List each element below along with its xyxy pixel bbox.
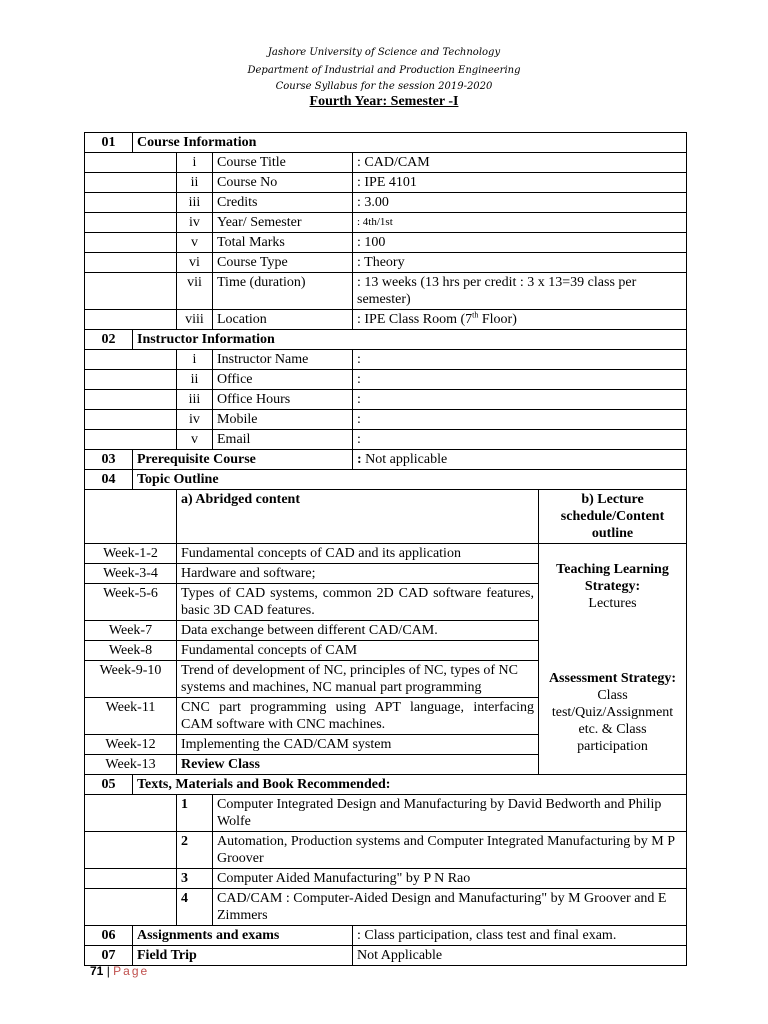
- topic-header-spacer: [85, 490, 177, 544]
- row-roman-numeral: ii: [177, 370, 213, 390]
- section-value: Not Applicable: [353, 946, 687, 966]
- week-label: Week-5-6: [85, 584, 177, 621]
- row-label: Course Title: [213, 153, 353, 173]
- row-label: Total Marks: [213, 233, 353, 253]
- prerequisite-text: Not applicable: [361, 452, 448, 467]
- book-title: CAD/CAM : Computer-Aided Design and Manufacturing" by M Groover and E Zimmers: [213, 889, 687, 926]
- week-content: Data exchange between different CAD/CAM.: [177, 621, 539, 641]
- table-row: [85, 213, 687, 233]
- syllabus-session: Course Syllabus for the session 2019-2020: [275, 81, 493, 92]
- row-value: :: [353, 370, 687, 390]
- section-title: Topic Outline: [133, 470, 687, 490]
- page-footer: [90, 964, 149, 978]
- table-row: [85, 490, 687, 544]
- row-spacer: [85, 832, 177, 869]
- week-content: Fundamental concepts of CAD and its application: [177, 544, 539, 564]
- section-title: Course Information: [133, 133, 687, 153]
- table-row: [85, 450, 687, 470]
- section-value: : Class participation, class test and final exam.: [353, 926, 687, 946]
- row-roman-numeral: i: [177, 350, 213, 370]
- week-label: Week-1-2: [85, 544, 177, 564]
- row-value: : 4th/1st: [353, 213, 687, 233]
- table-row: [85, 173, 687, 193]
- section-title: Instructor Information: [133, 330, 687, 350]
- row-spacer: [85, 869, 177, 889]
- abridged-content-header: a) Abridged content: [177, 490, 539, 544]
- university-name: Jashore University of Science and Technology: [267, 47, 501, 58]
- row-value: : CAD/CAM: [353, 153, 687, 173]
- location-value-text: : IPE Class Room (7: [357, 312, 473, 327]
- section-title: Texts, Materials and Book Recommended:: [133, 775, 687, 795]
- department-name: Department of Industrial and Production Engineering: [247, 65, 521, 76]
- row-label: Mobile: [213, 410, 353, 430]
- row-spacer: [85, 795, 177, 832]
- row-spacer: [85, 233, 177, 253]
- week-label: Week-8: [85, 641, 177, 661]
- book-title: Computer Aided Manufacturing" by P N Rao: [213, 869, 687, 889]
- row-roman-numeral: iii: [177, 390, 213, 410]
- table-row: [85, 832, 687, 869]
- table-row: [85, 370, 687, 390]
- row-spacer: [85, 350, 177, 370]
- row-spacer: [85, 430, 177, 450]
- week-content: Hardware and software;: [177, 564, 539, 584]
- row-value: : Theory: [353, 253, 687, 273]
- table-row: [85, 869, 687, 889]
- footer-separator: |: [103, 964, 114, 978]
- section-number: 06: [85, 926, 133, 946]
- prerequisite-value: [353, 450, 687, 470]
- teaching-strategy-value: Lectures: [588, 596, 637, 611]
- table-row: [85, 153, 687, 173]
- book-number: 2: [177, 832, 213, 869]
- row-label: Email: [213, 430, 353, 450]
- table-row: [85, 544, 687, 564]
- table-row: [85, 775, 687, 795]
- row-roman-numeral: iv: [177, 410, 213, 430]
- row-roman-numeral: v: [177, 233, 213, 253]
- table-row: [85, 795, 687, 832]
- week-content: Types of CAD systems, common 2D CAD software features, basic 3D CAD features.: [177, 584, 539, 621]
- row-roman-numeral: vii: [177, 273, 213, 310]
- row-spacer: [85, 889, 177, 926]
- week-label: Week-11: [85, 698, 177, 735]
- semester-title: Fourth Year: Semester -I: [309, 94, 459, 109]
- table-row: [85, 233, 687, 253]
- location-floor-text: Floor): [478, 312, 517, 327]
- week-label: Week-3-4: [85, 564, 177, 584]
- row-spacer: [85, 213, 177, 233]
- table-row: [85, 273, 687, 310]
- prerequisite-colon: :: [357, 452, 362, 467]
- row-spacer: [85, 410, 177, 430]
- page-number: 71: [90, 964, 104, 978]
- section-number: 07: [85, 946, 133, 966]
- section-number: 01: [85, 133, 133, 153]
- row-value: [353, 310, 687, 330]
- row-value: :: [353, 430, 687, 450]
- row-spacer: [85, 273, 177, 310]
- row-value: :: [353, 410, 687, 430]
- row-value: : 3.00: [353, 193, 687, 213]
- week-label: Week-9-10: [85, 661, 177, 698]
- book-title: Computer Integrated Design and Manufacturing by David Bedworth and Philip Wolfe: [213, 795, 687, 832]
- section-title: Field Trip: [133, 946, 353, 966]
- table-row: [85, 889, 687, 926]
- section-title: Prerequisite Course: [133, 450, 353, 470]
- row-label: Office: [213, 370, 353, 390]
- week-content: Fundamental concepts of CAM: [177, 641, 539, 661]
- table-row: [85, 133, 687, 153]
- row-label: Location: [213, 310, 353, 330]
- section-number: 04: [85, 470, 133, 490]
- book-number: 1: [177, 795, 213, 832]
- row-value: :: [353, 390, 687, 410]
- row-spacer: [85, 153, 177, 173]
- table-row: [85, 253, 687, 273]
- row-roman-numeral: i: [177, 153, 213, 173]
- book-number: 4: [177, 889, 213, 926]
- row-spacer: [85, 173, 177, 193]
- floor-ordinal-suffix: th: [472, 310, 479, 320]
- row-roman-numeral: iii: [177, 193, 213, 213]
- row-roman-numeral: iv: [177, 213, 213, 233]
- teaching-strategy-title: Teaching Learning Strategy:: [556, 562, 669, 594]
- table-row: [85, 310, 687, 330]
- syllabus-table: [84, 132, 687, 966]
- table-row: [85, 430, 687, 450]
- section-number: 03: [85, 450, 133, 470]
- row-label: Year/ Semester: [213, 213, 353, 233]
- table-row: [85, 946, 687, 966]
- row-label: Credits: [213, 193, 353, 213]
- row-value: :: [353, 350, 687, 370]
- page-label: Page: [113, 964, 150, 978]
- row-spacer: [85, 310, 177, 330]
- row-spacer: [85, 193, 177, 213]
- assessment-strategy-value: Class test/Quiz/Assignment etc. & Class participation: [551, 688, 674, 754]
- section-number: 02: [85, 330, 133, 350]
- table-row: [85, 470, 687, 490]
- book-number: 3: [177, 869, 213, 889]
- table-row: [85, 410, 687, 430]
- row-roman-numeral: v: [177, 430, 213, 450]
- row-spacer: [85, 370, 177, 390]
- section-title: Assignments and exams: [133, 926, 353, 946]
- week-content: CNC part programming using APT language, interfacing CAM software with CNC machines.: [177, 698, 539, 735]
- week-content: Implementing the CAD/CAM system: [177, 735, 539, 755]
- lecture-schedule-header: b) Lecture schedule/Content outline: [539, 490, 687, 544]
- row-label: Course Type: [213, 253, 353, 273]
- week-content: Review Class: [177, 755, 539, 775]
- row-spacer: [85, 253, 177, 273]
- row-label: Office Hours: [213, 390, 353, 410]
- table-row: [85, 193, 687, 213]
- row-value: : 13 weeks (13 hrs per credit : 3 x 13=39 class per semester): [353, 273, 687, 310]
- row-spacer: [85, 390, 177, 410]
- table-row: [85, 350, 687, 370]
- week-label: Week-13: [85, 755, 177, 775]
- table-row: [85, 390, 687, 410]
- assessment-strategy-title: Assessment Strategy:: [548, 671, 677, 686]
- week-label: Week-12: [85, 735, 177, 755]
- row-roman-numeral: ii: [177, 173, 213, 193]
- row-value: : IPE 4101: [353, 173, 687, 193]
- week-content: Trend of development of NC, principles of NC, types of NC systems and machines, NC manual part programming: [177, 661, 539, 698]
- strategy-cell: [539, 544, 687, 775]
- section-number: 05: [85, 775, 133, 795]
- row-label: Time (duration): [213, 273, 353, 310]
- row-label: Instructor Name: [213, 350, 353, 370]
- week-label: Week-7: [85, 621, 177, 641]
- table-row: [85, 330, 687, 350]
- book-title: Automation, Production systems and Computer Integrated Manufacturing by M P Groover: [213, 832, 687, 869]
- row-value: : 100: [353, 233, 687, 253]
- row-roman-numeral: vi: [177, 253, 213, 273]
- row-label: Course No: [213, 173, 353, 193]
- row-roman-numeral: viii: [177, 310, 213, 330]
- table-row: [85, 926, 687, 946]
